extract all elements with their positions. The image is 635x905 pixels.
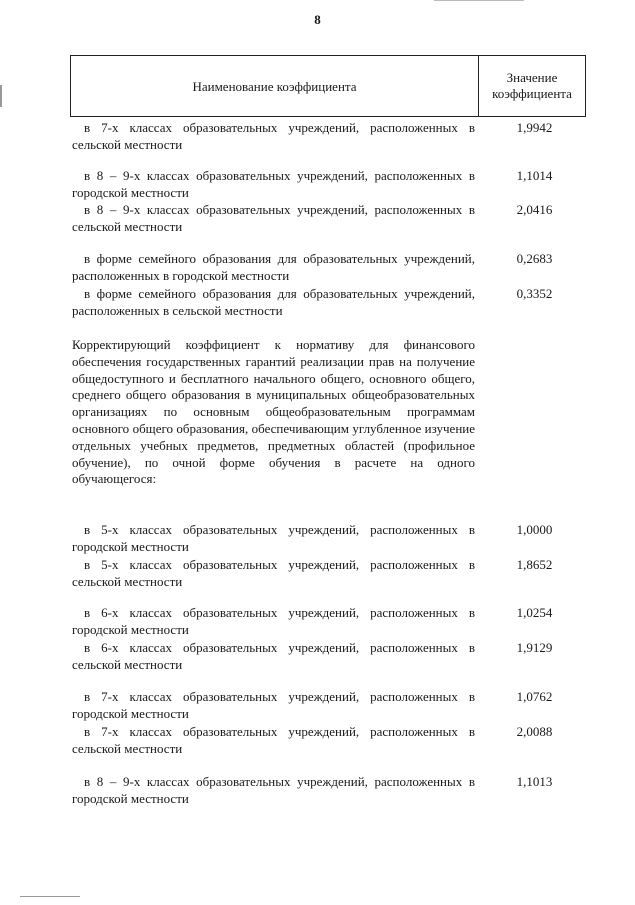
coefficient-name: в 5-х классах образовательных учреждений, расположенных в сельской местности: [72, 557, 475, 589]
column-header-value-line2: коэффициента: [492, 86, 572, 101]
scan-artifact: [20, 896, 80, 897]
coefficient-name: в 8 – 9-х классах образовательных учреждений, расположенных в городской местности: [72, 168, 475, 200]
coefficient-row: [72, 556, 587, 590]
coefficient-value: 1,9942: [516, 120, 553, 135]
coefficient-value: 1,0000: [516, 522, 553, 537]
coefficient-value: 0,3352: [516, 286, 553, 301]
coefficient-value: 1,1014: [516, 168, 553, 183]
coefficient-value: 1,9129: [516, 640, 553, 655]
coefficient-row: [72, 521, 587, 555]
coefficient-value: 1,0762: [516, 689, 553, 704]
coefficient-name: в 6-х классах образовательных учреждений, расположенных в городской местности: [72, 605, 475, 637]
column-header-value-line1: Значение: [506, 70, 558, 85]
coefficient-name: в 8 – 9-х классах образовательных учреждений, расположенных в городской местности: [72, 774, 475, 806]
scan-artifact: [434, 0, 524, 1]
coefficient-value: 0,2683: [516, 251, 553, 266]
coefficient-row: [72, 604, 587, 638]
coefficient-value: 1,0254: [516, 605, 553, 620]
column-header-value: [479, 56, 585, 116]
coefficient-value: 2,0416: [516, 202, 553, 217]
corrective-coefficient-description: Корректирующий коэффициент к нормативу для финансового обеспечения государственных гарантий реализации прав на получение общедоступного и бесплатного начального общего, основного общего, среднего общего образования в муниципальных общеобразовательных организациях по основным общеобразовательным программам основного общего образования, обеспечивающим углубленное изучение отдельных учебных предметов, предметных областей (профильное обучение), по очной форме обучения в расчете на одного обучающегося:: [72, 337, 475, 487]
coefficient-row: [72, 773, 587, 807]
coefficient-row: [72, 250, 587, 284]
coefficient-row: [72, 119, 587, 153]
coefficient-name: в 7-х классах образовательных учреждений, расположенных в городской местности: [72, 689, 475, 721]
coefficient-row: [72, 201, 587, 235]
coefficient-value: 1,8652: [516, 557, 553, 572]
coefficient-row: [72, 167, 587, 201]
coefficient-value: 1,1013: [516, 774, 553, 789]
coefficient-name: в 7-х классах образовательных учреждений, расположенных в сельской местности: [72, 120, 475, 152]
coefficient-name: в форме семейного образования для образовательных учреждений, расположенных в городской местности: [72, 251, 475, 283]
coefficient-name: в 6-х классах образовательных учреждений, расположенных в сельской местности: [72, 640, 475, 672]
coefficient-name: в 8 – 9-х классах образовательных учреждений, расположенных в сельской местности: [72, 202, 475, 234]
coefficient-row: [72, 639, 587, 673]
coefficient-row: [72, 688, 587, 722]
coefficient-value: 2,0088: [516, 724, 553, 739]
coefficient-name: в 5-х классах образовательных учреждений, расположенных в городской местности: [72, 522, 475, 554]
coefficient-name: в форме семейного образования для образовательных учреждений, расположенных в сельской местности: [72, 286, 475, 318]
table-header: [70, 55, 586, 117]
scan-artifact: [0, 85, 2, 107]
coefficient-name: в 7-х классах образовательных учреждений, расположенных в сельской местности: [72, 724, 475, 756]
page-number: 8: [314, 12, 321, 27]
column-header-name: Наименование коэффициента: [71, 56, 479, 116]
coefficient-row: [72, 723, 587, 757]
coefficient-row: [72, 285, 587, 319]
